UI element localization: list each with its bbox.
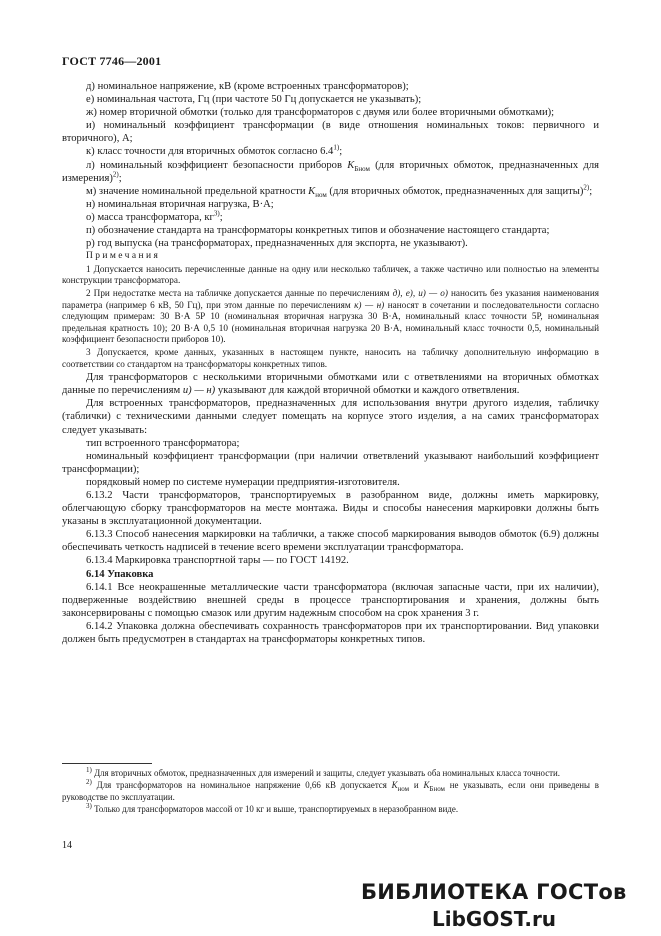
list-item: р) год выпуска (на трансформаторах, предназначенных для экспорта, не указывают). — [86, 238, 468, 250]
watermark-title: БИБЛИОТЕКА ГОСТов — [361, 880, 627, 904]
clause-6-13-4: 6.13.4 Маркировка транспортной тары — по ГОСТ 14192. — [86, 555, 349, 567]
paragraph: Для трансформаторов с несколькими вторичными обмотками или с ответвлениями на вторичных обмотках данные по перечислениям и) — н) указывают для каждой вторичной обмотки и каждого ответвления. — [62, 372, 599, 397]
marking-list — [62, 80, 599, 250]
document-header: ГОСТ 7746—2001 — [62, 54, 162, 68]
footnote-ref: 3) — [213, 209, 220, 218]
notes-title: Примечания — [86, 251, 161, 262]
page-number: 14 — [62, 840, 72, 851]
list-item: н) номинальная вторичная нагрузка, В·А; — [86, 198, 274, 210]
footnote-divider — [62, 763, 152, 764]
footnote-1: $^{1)}$ Для вторичных обмоток, предназначенных для измерений и защиты, следует указывать оба номинальных класса точности. — [86, 766, 560, 778]
footnote-ref: 2) — [583, 183, 590, 192]
watermark-site: LibGOST.ru — [432, 907, 557, 931]
document-body — [62, 80, 599, 646]
clause-6-14-2: 6.14.2 Упаковка должна обеспечивать сохранность трансформаторов при их транспортировании. Вид упаковки должен быть предусмотрен в стандартах на трансформаторы конкретных типов. — [62, 620, 599, 646]
list-item: и) номинальный коэффициент трансформации (в виде отношения номинальных токов: первичного и вторичного), А; — [62, 120, 599, 145]
paragraph: порядковый номер по системе нумерации предприятия-изготовителя. — [86, 476, 400, 488]
footnotes — [62, 763, 599, 816]
list-item: л) номинальный коэффициент безопасности приборов $K_{Бном}$ (для вторичных обмоток, предназначенных для измерения)$^{2)}$; — [62, 159, 599, 184]
list-item: ж) номер вторичной обмотки (только для трансформаторов с двумя или более вторичными обмотками); — [86, 107, 555, 119]
section-heading: 6.14 Упаковка — [86, 568, 154, 580]
list-item: к) класс точности для вторичных обмоток согласно 6.4$^{1)}$; — [86, 143, 343, 158]
note-1: 1 Допускается наносить перечисленные данные на одну или несколько табличек, а также частично или полностью на элементы конструкции трансформатора. — [62, 263, 599, 286]
paragraph: тип встроенного трансформатора; — [86, 437, 240, 449]
clause-6-13-2: 6.13.2 Части трансформаторов, транспортируемых в разобранном виде, должны иметь маркировку, облегчающую сборку трансформаторов на месте монтажа. Виды и способы нанесения маркировки должны быть указаны в эксплуатационной документации. — [62, 490, 599, 528]
notes-block — [62, 251, 599, 370]
note-3: 3 Допускается, кроме данных, указанных в настоящем пункте, наносить на табличку дополнительную информацию в соответствии со стандартом на трансформаторы конкретных типов. — [62, 346, 599, 369]
list-item: о) масса трансформатора, $кг^{3)}$; — [86, 209, 223, 223]
footnote-ref: 1) — [333, 143, 340, 152]
list-item: е) номинальная частота, Гц (при частоте 50 Гц допускается не указывать); — [86, 94, 422, 106]
clause-6-14-1: 6.14.1 Все неокрашенные металлические части трансформатора (включая запасные части, при их наличии), подверженные воздействию внешней среды в процессе транспортирования и хранения, должны быть законсервированы с помощью смазок или другим надежным способом на срок хранения 3 г. — [62, 581, 599, 619]
paragraph: Для встроенных трансформаторов, предназначенных для использования внутри другого изделия, табличку (таблички) с техническими данными следует помещать на корпусе этого изделия, а на самих трансформаторах следует указывать: — [62, 398, 599, 436]
list-item: д) номинальное напряжение, кВ (кроме встроенных трансформаторов); — [86, 81, 409, 92]
footnote-ref: 2) — [112, 170, 119, 179]
list-item: п) обозначение стандарта на трансформаторы конкретных типов и обозначение настоящего стандарта; — [86, 225, 550, 237]
paragraph: номинальный коэффициент трансформации (при наличии ответвлений указывают наибольший коэффициент трансформации); — [62, 450, 599, 475]
clause-6-13-3: 6.13.3 Способ нанесения маркировки на таблички, а также способ маркирования выводов обмоток (6.9) должны обеспечивать четкость надписей в течение всего времени эксплуатации трансформатора. — [62, 529, 599, 554]
footnote-2: $^{2)}$ Для трансформаторов на номинальное напряжение 0,66 кВ допускается $K_{ном}$ и $K_{Бном}$ не указывать, если они приведены в руководстве по эксплуатации. — [62, 778, 599, 802]
note-2: 2 При недостатке места на табличке допускается данные по перечислениям д), е), и) — о) наносить без указания наименования параметра (например 6 кВ, 50 Гц), при этом данные по перечислениям к) — н) наносят в сочетании и последовательности согласно следующим примерам: 30 В·А 5Р 10 (номинальная вторичная нагрузка 30 В·А, номинальный класс точности 5Р, номинальная предельная кратность 10); 20 В·А 0,5 10 (номинальная вторичная нагрузка 20 В·А, номинальный класс точности 0,5, номинальный коэффициент безопасности приборов 10). — [62, 288, 600, 345]
footnote-3: $^{3)}$ Только для трансформаторов массой от 10 кг и выше, транспортируемых в неразобранном виде. — [86, 801, 459, 814]
list-item: м) значение номинальной предельной кратности $K_{ном}$ (для вторичных обмоток, предназначенных для защиты)$^{2)}$; — [86, 183, 593, 199]
